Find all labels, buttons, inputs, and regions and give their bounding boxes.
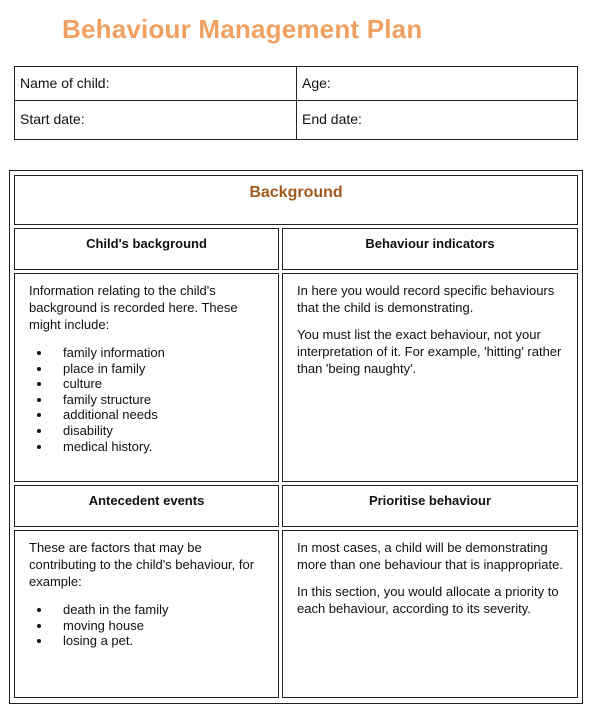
behaviour-indicators-paragraph: In here you would record specific behaviours that the child is demonstrating.: [297, 283, 555, 315]
list-item: medical history.: [63, 439, 264, 455]
prioritise-behaviour-paragraph: In this section, you would allocate a priority to each behaviour, according to its severity.: [297, 584, 559, 616]
childs-background-intro: Information relating to the child's background is recorded here. These might include:: [29, 283, 238, 332]
antecedent-events-heading: Antecedent events: [14, 485, 279, 527]
behaviour-indicators-paragraph: You must list the exact behaviour, not your interpretation of it. For example, 'hitting' rather than 'being naughty'.: [297, 327, 562, 376]
childs-background-list: [29, 345, 264, 454]
antecedent-events-content: [14, 530, 279, 698]
age-label: Age:: [302, 75, 331, 91]
childs-background-heading: Child's background: [14, 228, 279, 270]
document-title: Behaviour Management Plan: [62, 14, 423, 44]
childs-background-content: [14, 273, 279, 482]
antecedent-events-list: [29, 602, 264, 649]
behaviour-indicators-heading: Behaviour indicators: [282, 228, 578, 270]
info-column-divider: [296, 67, 297, 139]
list-item: place in family: [63, 361, 264, 377]
background-table: [9, 170, 583, 704]
prioritise-behaviour-content: [282, 530, 578, 698]
list-item: family structure: [63, 392, 264, 408]
list-item: family information: [63, 345, 264, 361]
start-date-label: Start date:: [20, 111, 85, 127]
background-heading: Background: [14, 175, 578, 225]
name-of-child-label: Name of child:: [20, 75, 110, 91]
list-item: death in the family: [63, 602, 264, 618]
list-item: moving house: [63, 618, 264, 634]
prioritise-behaviour-paragraph: In most cases, a child will be demonstrating more than one behaviour that is inappropriate.: [297, 540, 563, 572]
child-info-table: [14, 66, 578, 140]
behaviour-indicators-content: [282, 273, 578, 482]
list-item: additional needs: [63, 407, 264, 423]
list-item: losing a pet.: [63, 633, 264, 649]
prioritise-behaviour-heading: Prioritise behaviour: [282, 485, 578, 527]
end-date-label: End date:: [302, 111, 362, 127]
antecedent-events-intro: These are factors that may be contributing to the child's behaviour, for example:: [29, 540, 255, 589]
list-item: culture: [63, 376, 264, 392]
list-item: disability: [63, 423, 264, 439]
